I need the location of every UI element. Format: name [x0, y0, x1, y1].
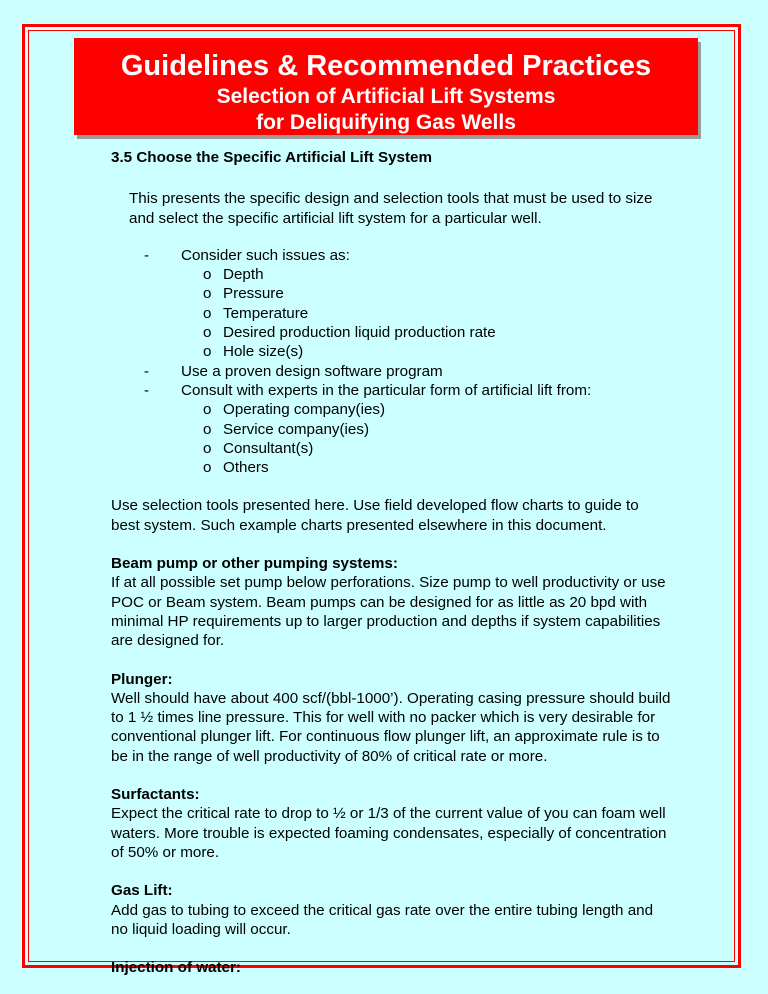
sub-list — [181, 400, 671, 477]
sub-item-text: Service company(ies) — [223, 420, 370, 438]
section-text: Add gas to tubing to exceed the critical gas rate over the entire tubing length and no liquid loading will occur. — [111, 901, 654, 938]
list-item-label: Consider such issues as: — [181, 246, 350, 264]
gas-lift-section — [111, 881, 671, 939]
circle-bullet: o — [203, 439, 212, 457]
surfactants-section — [111, 785, 671, 862]
list-item — [111, 362, 671, 381]
dash-bullet: - — [144, 362, 150, 380]
sub-item-text: Consultant(s) — [223, 439, 314, 457]
sub-list-item — [181, 284, 671, 303]
consideration-list — [111, 246, 671, 478]
sub-list-item — [181, 439, 671, 458]
sub-item-text: Operating company(ies) — [223, 401, 386, 419]
sub-item-text: Pressure — [223, 285, 284, 303]
section-text: Well should have about 400 scf/(bbl-1000’). Operating casing pressure should build to 1 ½ times line pressure. This for well with no packer which is very desirable for conventional plunger lift. For continuous flow plunger lift, an approximate rule is to be in the range of well productivity of 80% of critical rate or more. — [111, 689, 671, 765]
banner-subtitle-line2: for Deliquifying Gas Wells — [256, 111, 516, 134]
sub-list-item — [181, 323, 671, 342]
sub-list-item — [181, 420, 671, 439]
sub-item-text: Others — [223, 459, 269, 477]
sub-item-text: Temperature — [223, 304, 309, 322]
selection-tools-paragraph: Use selection tools presented here. Use field developed flow charts to guide to best system. Such example charts presented elsewhere in this document. — [111, 497, 639, 534]
circle-bullet: o — [203, 459, 212, 477]
sub-item-text: Desired production liquid production rate — [223, 324, 496, 342]
sub-list-item — [181, 265, 671, 284]
section-heading: 3.5 Choose the Specific Artificial Lift System — [111, 149, 432, 166]
section-title: Plunger: — [111, 670, 173, 688]
banner-subtitle-line1: Selection of Artificial Lift Systems — [216, 85, 556, 108]
plunger-section — [111, 670, 671, 766]
section-text: Expect the critical rate to drop to ½ or 1/3 of the current value of you can foam well waters. More trouble is expected foaming condensates, especially of concentration of 50% or more. — [111, 805, 667, 861]
sub-item-text: Hole size(s) — [223, 343, 304, 361]
section-title: Injection of water: — [111, 959, 241, 977]
sub-list — [181, 265, 671, 361]
dash-bullet: - — [144, 246, 150, 264]
sub-item-text: Depth — [223, 266, 264, 284]
dash-bullet: - — [144, 381, 150, 399]
circle-bullet: o — [203, 401, 212, 419]
circle-bullet: o — [203, 420, 212, 438]
banner-title: Guidelines & Recommended Practices — [120, 50, 652, 82]
circle-bullet: o — [203, 285, 212, 303]
sub-list-item — [181, 342, 671, 361]
circle-bullet: o — [203, 343, 212, 361]
circle-bullet: o — [203, 266, 212, 284]
section-title: Gas Lift: — [111, 882, 173, 900]
intro-paragraph: This presents the specific design and selection tools that must be used to size and select the specific artificial lift system for a particular well. — [129, 190, 653, 227]
list-item-label: Consult with experts in the particular form of artificial lift from: — [181, 381, 592, 399]
beam-pump-section — [111, 554, 671, 650]
circle-bullet: o — [203, 324, 212, 342]
list-item-label: Use a proven design software program — [181, 362, 443, 380]
list-item — [111, 246, 671, 362]
sub-list-item — [181, 400, 671, 419]
section-text: If at all possible set pump below perforations. Size pump to well productivity or use POC or Beam system. Beam pumps can be designed for as little as 20 bpd with minimal HP requirements up to larger production and depths if system capabilities are designed for. — [111, 574, 666, 650]
sub-list-item — [181, 304, 671, 323]
circle-bullet: o — [203, 304, 212, 322]
title-banner — [74, 38, 698, 135]
list-item — [111, 381, 671, 477]
section-title: Beam pump or other pumping systems: — [111, 555, 398, 573]
sub-list-item — [181, 458, 671, 477]
section-title: Surfactants: — [111, 786, 200, 804]
document-body — [111, 148, 671, 977]
water-injection-section — [111, 958, 671, 977]
